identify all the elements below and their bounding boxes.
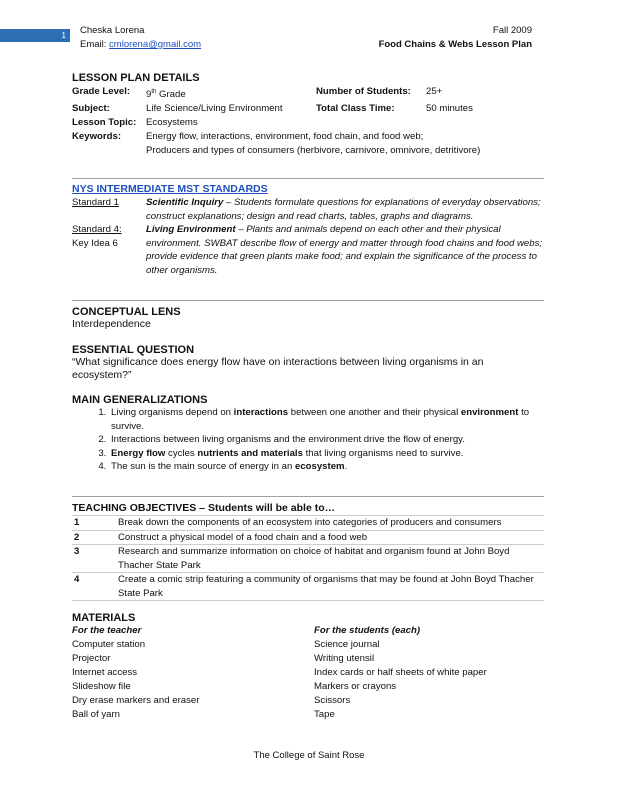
lesson-details-section: [72, 72, 526, 158]
keywords-label: Keywords:: [72, 131, 122, 143]
objectives-heading: TEACHING OBJECTIVES – Students will be able to…: [72, 502, 544, 516]
students-value: 25+: [426, 86, 443, 97]
list-item: Writing utensil: [314, 653, 375, 664]
materials-section: [72, 612, 544, 722]
standard-4-text: Living Environment – Plants and animals depend on each other and their physical environment. SWBAT describe flow of energy and matter through food chains and food webs; provide evidence that green plants make food; and explain the significance of the process to other organisms.: [146, 224, 543, 276]
topic-value: Ecosystems: [146, 117, 198, 129]
question-section: [72, 344, 542, 382]
topic-label: Lesson Topic:: [72, 117, 137, 129]
generalizations-section: [72, 394, 544, 474]
generalizations-list: [72, 406, 544, 474]
keywords-value: Energy flow, interactions, environment, food chain, and food web; Producers and types of consumers (herbivore, carnivore, omnivore, detritivore): [146, 131, 481, 157]
grade-value: 9th Grade: [146, 89, 186, 101]
subject-value: Life Science/Living Environment: [146, 103, 283, 115]
author-name: Cheska Lorena: [80, 25, 145, 36]
email-label: Email:: [80, 39, 107, 50]
list-item: Index cards or half sheets of white paper: [314, 667, 487, 678]
materials-grid: [72, 624, 544, 722]
list-item: 3. Energy flow cycles nutrients and materials that living organisms need to survive.: [109, 447, 544, 461]
page-footer: The College of Saint Rose: [253, 750, 365, 761]
question-text: “What significance does energy flow have on interactions between living organisms in an ecosystem?”: [72, 356, 484, 381]
list-item: Tape: [314, 709, 335, 720]
list-item: 4. The sun is the main source of energy in an ecosystem.: [109, 460, 544, 474]
email-line: [80, 38, 201, 52]
details-grid: [72, 85, 526, 158]
objectives-section: [72, 502, 544, 601]
list-item: 2. Interactions between living organisms and the environment drive the flow of energy.: [109, 433, 544, 447]
lesson-details-heading: LESSON PLAN DETAILS: [72, 72, 200, 84]
teacher-heading: For the teacher: [72, 625, 142, 636]
grade-label: Grade Level:: [72, 86, 131, 97]
divider-rule: [72, 300, 544, 301]
table-row: 4 Create a comic strip featuring a community of organisms that may be found at John Boyd Thacher State Park: [72, 573, 544, 601]
list-item: Internet access: [72, 667, 138, 678]
table-row: 3 Research and summarize information on choice of habitat and organism found at John Boyd Thacher State Park: [72, 545, 544, 573]
table-row: 1 Break down the components of an ecosystem into categories of producers and consumers: [72, 516, 544, 531]
list-item: Computer station: [72, 639, 146, 650]
standard-1-text: Scientific Inquiry – Students formulate questions for explanations of everyday observations; construct explanations; design and read charts, tables, graphs and diagrams.: [146, 197, 541, 222]
time-label: Total Class Time:: [316, 103, 395, 115]
time-value: 50 minutes: [426, 103, 473, 115]
generalizations-heading: MAIN GENERALIZATIONS: [72, 394, 208, 406]
lens-section: [72, 306, 181, 331]
doc-title: Food Chains & Webs Lesson Plan: [378, 39, 532, 50]
list-item: Projector: [72, 653, 111, 664]
standard-4: [72, 223, 546, 277]
table-row: 2 Construct a physical model of a food chain and a food web: [72, 531, 544, 546]
list-item: Ball of yarn: [72, 709, 120, 720]
list-item: Slideshow file: [72, 681, 131, 692]
standards-section: [72, 183, 546, 277]
list-item: Dry erase markers and eraser: [72, 695, 200, 706]
standard-1-label: Standard 1: [72, 197, 119, 208]
header-left: [80, 24, 201, 52]
list-item: Markers or crayons: [314, 681, 397, 692]
divider-rule: [72, 178, 544, 179]
email-link[interactable]: cmlorena@gmail.com: [109, 39, 202, 50]
divider-rule: [72, 496, 544, 497]
question-heading: ESSENTIAL QUESTION: [72, 344, 195, 356]
list-item: 1. Living organisms depend on interactions between one another and their physical environment to survive.: [109, 406, 544, 433]
students-label: Number of Students:: [316, 86, 411, 97]
lens-text: Interdependence: [72, 318, 151, 330]
page-number: 1: [61, 31, 66, 40]
header-right: [379, 24, 532, 52]
list-item: Science journal: [314, 639, 380, 650]
lens-heading: CONCEPTUAL LENS: [72, 306, 181, 318]
students-heading: For the students (each): [314, 625, 421, 636]
list-item: Scissors: [314, 695, 351, 706]
page-number-tab: [0, 29, 70, 42]
standard-4-labels: Standard 4: Key Idea 6: [72, 224, 122, 249]
term: Fall 2009: [492, 25, 532, 36]
standard-1: [72, 196, 546, 223]
subject-label: Subject:: [72, 103, 110, 115]
standards-heading: NYS INTERMEDIATE MST STANDARDS: [72, 183, 268, 195]
materials-heading: MATERIALS: [72, 612, 136, 624]
